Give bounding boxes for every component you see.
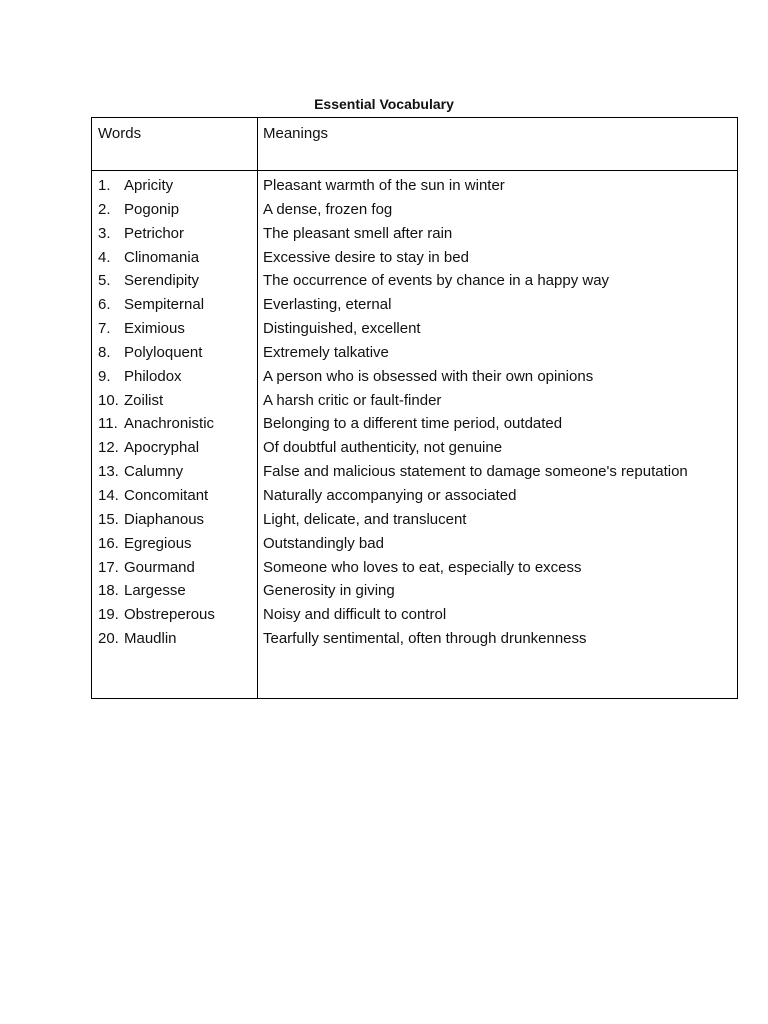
word-text: Clinomania <box>124 248 200 266</box>
word-text: Eximious <box>124 320 185 338</box>
meaning-item: A dense, frozen fog <box>263 200 393 218</box>
word-text: Concomitant <box>124 486 209 504</box>
word-item <box>98 246 253 270</box>
word-text: Largesse <box>124 582 186 600</box>
header-divider <box>92 170 737 171</box>
header-words: Words <box>98 125 142 142</box>
meaning-item: The occurrence of events by chance in a happy way <box>263 272 610 290</box>
word-number: 9. <box>98 367 111 385</box>
word-list <box>98 174 253 651</box>
word-text: Sempiternal <box>124 296 205 314</box>
word-number: 12. <box>98 439 119 457</box>
word-item <box>98 341 253 365</box>
word-number: 10. <box>98 391 119 409</box>
word-item <box>98 389 253 413</box>
word-text: Diaphanous <box>124 510 205 528</box>
vocabulary-table <box>91 117 738 699</box>
word-number: 17. <box>98 558 119 576</box>
word-number: 20. <box>98 630 119 648</box>
word-text: Philodox <box>124 367 182 385</box>
meaning-item: Of doubtful authenticity, not genuine <box>263 439 503 457</box>
word-number: 19. <box>98 606 119 624</box>
word-number: 15. <box>98 510 119 528</box>
word-item <box>98 532 253 556</box>
meaning-item: Light, delicate, and translucent <box>263 510 467 528</box>
word-text: Calumny <box>124 463 184 481</box>
meaning-item: Tearfully sentimental, often through drunkenness <box>263 630 587 648</box>
word-text: Zoilist <box>124 391 164 409</box>
word-text: Egregious <box>124 534 192 552</box>
meaning-item: Pleasant warmth of the sun in winter <box>263 177 505 194</box>
word-item <box>98 508 253 532</box>
meaning-item: Extremely talkative <box>263 343 389 361</box>
word-text: Pogonip <box>124 200 180 218</box>
word-item <box>98 603 253 627</box>
meaning-item: Everlasting, eternal <box>263 296 392 314</box>
meaning-item: A harsh critic or fault-finder <box>263 391 442 409</box>
meaning-item: Outstandingly bad <box>263 534 384 552</box>
word-item <box>98 198 253 222</box>
word-item <box>98 484 253 508</box>
word-number: 1. <box>98 177 111 194</box>
meaning-item: Excessive desire to stay in bed <box>263 248 469 266</box>
word-number: 13. <box>98 463 119 481</box>
meaning-item: Distinguished, excellent <box>263 320 421 338</box>
word-number: 2. <box>98 200 111 218</box>
meaning-item: A person who is obsessed with their own opinions <box>263 367 594 385</box>
word-text: Petrichor <box>124 224 185 242</box>
word-text: Maudlin <box>124 630 177 648</box>
word-number: 14. <box>98 486 119 504</box>
word-item <box>98 412 253 436</box>
word-number: 6. <box>98 296 111 314</box>
word-item <box>98 365 253 389</box>
word-number: 7. <box>98 320 111 338</box>
meaning-item: Someone who loves to eat, especially to excess <box>263 558 582 576</box>
word-number: 5. <box>98 272 111 290</box>
word-text: Gourmand <box>124 558 195 576</box>
word-number: 3. <box>98 224 111 242</box>
page-title: Essential Vocabulary <box>314 96 454 112</box>
header-meanings: Meanings <box>263 125 329 142</box>
word-text: Obstreperous <box>124 606 215 624</box>
word-item <box>98 556 253 580</box>
meaning-item: Noisy and difficult to control <box>263 606 447 624</box>
word-text: Polyloquent <box>124 343 203 361</box>
word-item <box>98 436 253 460</box>
meaning-item: The pleasant smell after rain <box>263 224 453 242</box>
word-item <box>98 293 253 317</box>
word-text: Apricity <box>124 177 174 194</box>
word-item <box>98 627 253 651</box>
meaning-item: False and malicious statement to damage someone's reputation <box>263 463 688 481</box>
word-item <box>98 269 253 293</box>
word-number: 16. <box>98 534 119 552</box>
meaning-item: Generosity in giving <box>263 582 395 600</box>
word-item <box>98 460 253 484</box>
word-text: Anachronistic <box>124 415 215 433</box>
meaning-list <box>263 174 733 651</box>
word-item <box>98 317 253 341</box>
word-text: Apocryphal <box>124 439 200 457</box>
word-number: 18. <box>98 582 119 600</box>
column-divider <box>257 118 258 698</box>
word-item <box>98 579 253 603</box>
word-number: 4. <box>98 248 111 266</box>
word-number: 8. <box>98 343 111 361</box>
meaning-item: Belonging to a different time period, outdated <box>263 415 563 433</box>
word-item <box>98 174 253 198</box>
word-text: Serendipity <box>124 272 200 290</box>
word-item <box>98 222 253 246</box>
word-number: 11. <box>98 415 118 433</box>
meaning-item: Naturally accompanying or associated <box>263 486 517 504</box>
